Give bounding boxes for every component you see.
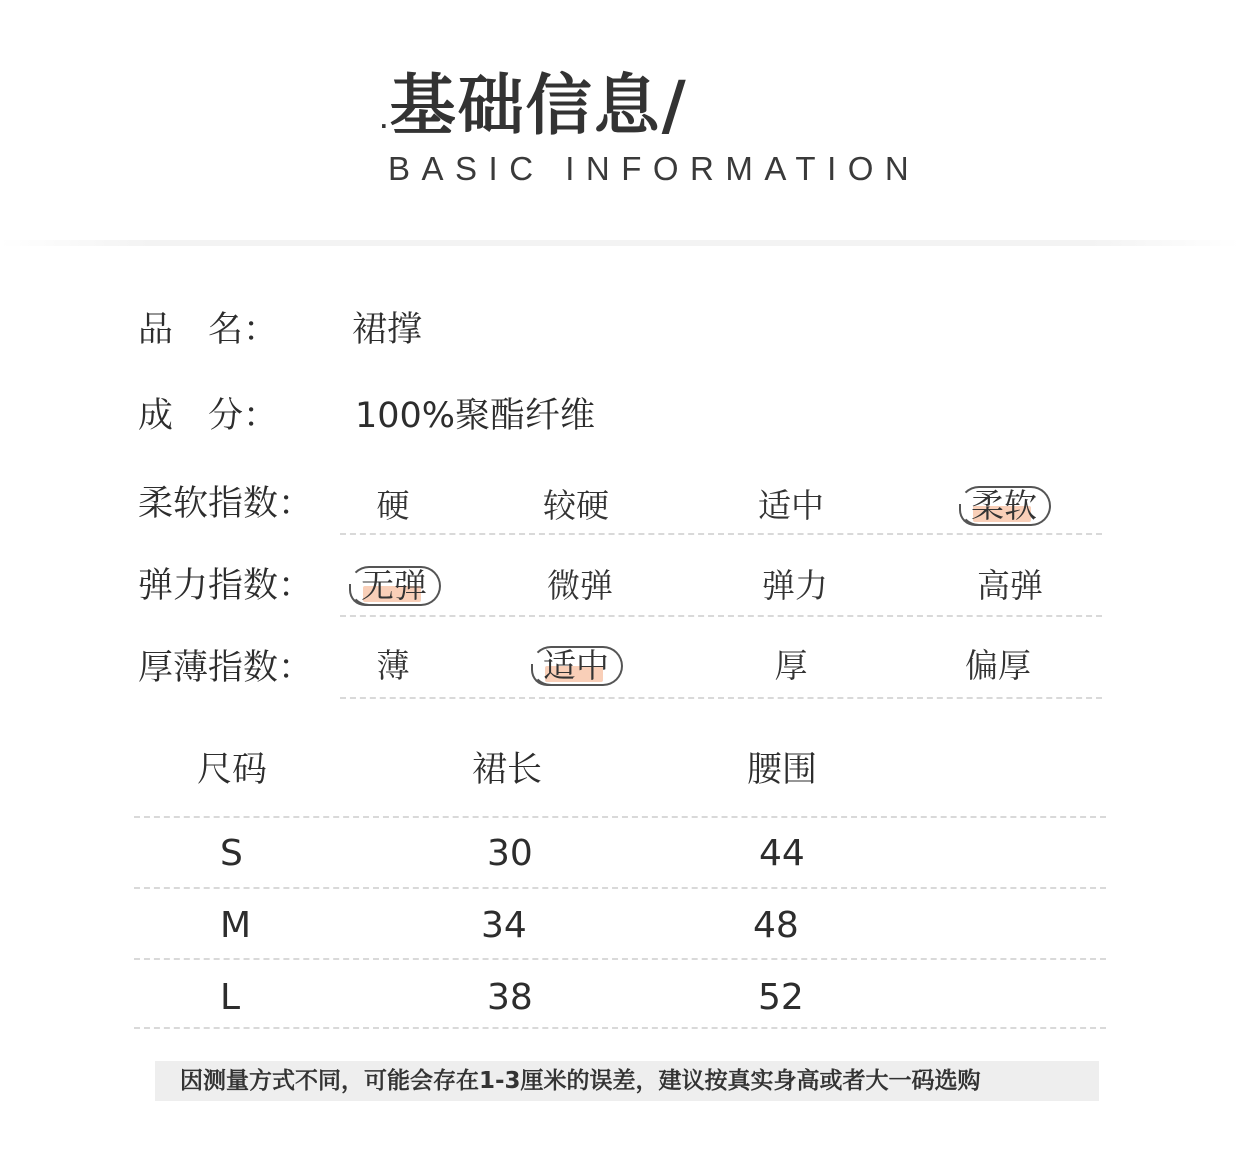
table-cell-size: L	[220, 977, 241, 1018]
elasticity-option-none-selected	[314, 564, 474, 608]
selected-marker: 适中	[535, 644, 617, 688]
thickness-option-thicker: 偏厚	[965, 646, 1031, 685]
product-name-label: 品 名：	[138, 310, 279, 350]
table-divider	[134, 816, 1106, 818]
table-divider	[134, 1027, 1106, 1029]
table-divider	[134, 958, 1106, 960]
header-divider	[0, 240, 1240, 246]
softness-option-fairly-hard: 较硬	[543, 486, 609, 525]
table-cell-size: S	[220, 833, 243, 874]
softness-label: 柔软指数：	[138, 484, 314, 524]
divider	[340, 615, 1102, 617]
table-cell-length: 30	[487, 833, 533, 874]
softness-option-medium: 适中	[758, 486, 824, 525]
thickness-option-thick: 厚	[774, 646, 808, 685]
softness-option-soft-selected	[924, 484, 1084, 528]
thickness-label: 厚薄指数：	[138, 648, 314, 688]
elasticity-option-elastic: 弹力	[762, 566, 828, 605]
size-table-header-size: 尺码	[197, 750, 268, 790]
material-label: 成 分：	[138, 396, 279, 436]
table-cell-waist: 52	[758, 977, 804, 1018]
elasticity-label: 弹力指数：	[138, 566, 314, 606]
divider	[340, 697, 1102, 699]
selected-marker: 无弹	[353, 564, 435, 608]
size-table-header-waist: 腰围	[747, 750, 818, 790]
table-divider	[134, 887, 1106, 889]
table-cell-waist: 48	[753, 905, 799, 946]
table-cell-waist: 44	[759, 833, 805, 874]
table-cell-length: 38	[487, 977, 533, 1018]
thickness-option-medium-selected	[496, 644, 656, 688]
material-value: 100%聚酯纤维	[355, 396, 596, 436]
product-name-value: 裙撑	[352, 310, 423, 350]
section-title-en: BASIC INFORMATION	[388, 150, 921, 187]
divider	[340, 533, 1102, 535]
table-cell-size: M	[220, 905, 252, 946]
thickness-option-thin: 薄	[376, 646, 410, 685]
softness-option-hard: 硬	[376, 486, 410, 525]
selected-marker: 柔软	[963, 484, 1045, 528]
section-title-cn: .基础信息/	[380, 67, 688, 144]
elasticity-option-high: 高弹	[977, 566, 1043, 605]
elasticity-option-slight: 微弹	[547, 566, 613, 605]
measurement-note: 因测量方式不同，可能会存在1-3厘米的误差，建议按真实身高或者大一码选购	[180, 1068, 981, 1094]
table-cell-length: 34	[481, 905, 527, 946]
size-table-header-length: 裙长	[472, 750, 543, 790]
